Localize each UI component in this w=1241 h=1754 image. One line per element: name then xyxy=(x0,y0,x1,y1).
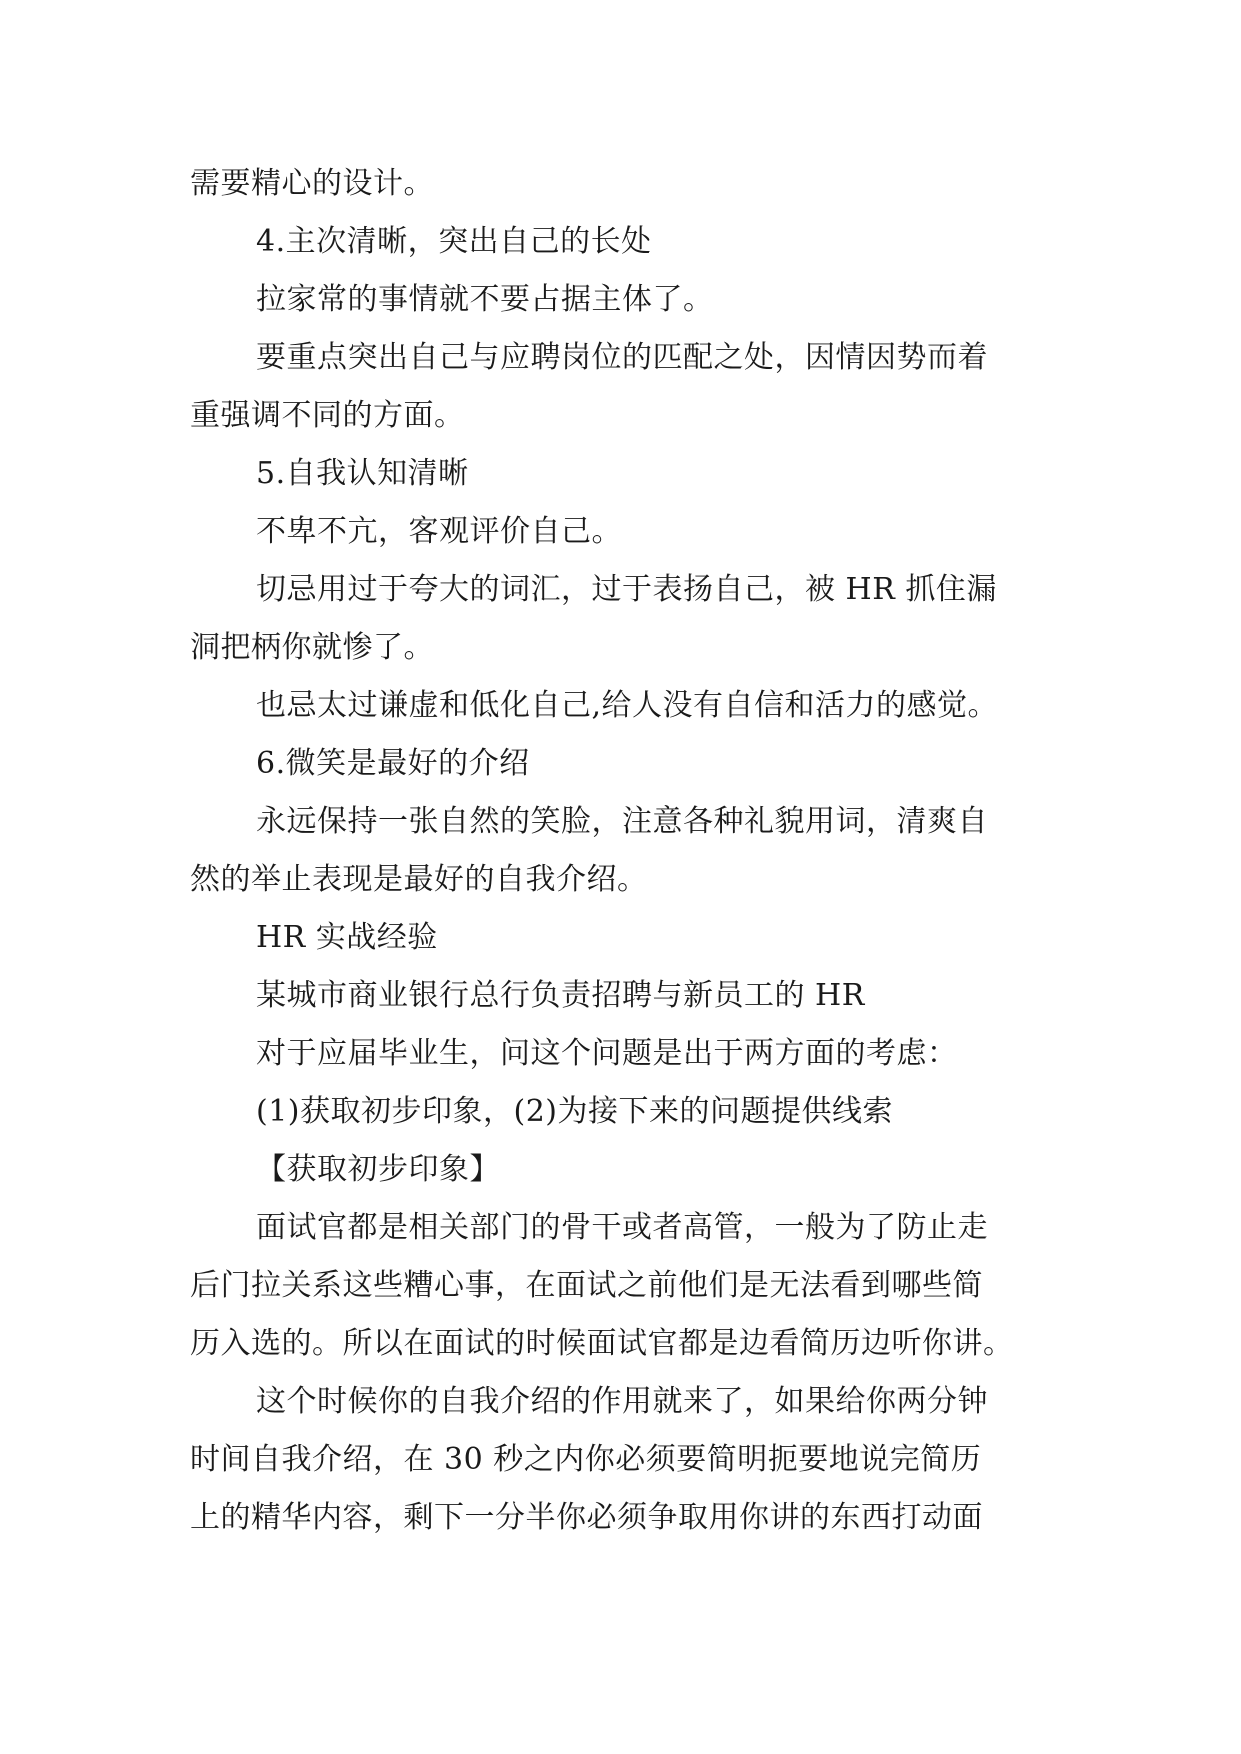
text-line-16: 对于应届毕业生，问这个问题是出于两方面的考虑： xyxy=(256,1036,958,1071)
text-line-19: 面试官都是相关部门的骨干或者高管，一般为了防止走 xyxy=(256,1210,988,1245)
text-line-22: 这个时候你的自我介绍的作用就来了，如果给你两分钟 xyxy=(256,1384,988,1419)
text-line-4: 要重点突出自己与应聘岗位的匹配之处，因情因势而着 xyxy=(256,340,988,375)
text-line-10: 也忌太过谦虚和低化自己,给人没有自信和活力的感觉。 xyxy=(256,688,999,723)
text-line-18: 【获取初步印象】 xyxy=(256,1152,500,1187)
text-line-2: 4.主次清晰，突出自己的长处 xyxy=(256,224,652,259)
text-line-15: 某城市商业银行总行负责招聘与新员工的 HR xyxy=(256,978,865,1013)
text-line-23: 时间自我介绍，在 30 秒之内你必须要简明扼要地说完简历 xyxy=(190,1442,982,1477)
text-line-7: 不卑不亢，客观评价自己。 xyxy=(256,514,622,549)
text-line-12: 永远保持一张自然的笑脸，注意各种礼貌用词，清爽自 xyxy=(256,804,988,839)
text-line-6: 5.自我认知清晰 xyxy=(256,456,469,491)
text-line-17: (1)获取初步印象，(2)为接下来的问题提供线索 xyxy=(256,1094,893,1129)
text-line-9: 洞把柄你就惨了。 xyxy=(190,630,434,665)
text-line-8: 切忌用过于夸大的词汇，过于表扬自己，被 HR 抓住漏 xyxy=(256,572,997,607)
text-line-11: 6.微笑是最好的介绍 xyxy=(256,746,530,781)
document-page xyxy=(190,155,1065,1547)
text-line-21: 历入选的。所以在面试的时候面试官都是边看简历边听你讲。 xyxy=(190,1326,1014,1361)
text-line-24: 上的精华内容，剩下一分半你必须争取用你讲的东西打动面 xyxy=(190,1500,983,1535)
text-line-20: 后门拉关系这些糟心事，在面试之前他们是无法看到哪些简 xyxy=(190,1268,983,1303)
text-line-5: 重强调不同的方面。 xyxy=(190,398,465,433)
text-line-1: 需要精心的设计。 xyxy=(190,166,434,201)
text-line-3: 拉家常的事情就不要占据主体了。 xyxy=(256,282,714,317)
text-line-14: HR 实战经验 xyxy=(256,920,438,955)
text-line-13: 然的举止表现是最好的自我介绍。 xyxy=(190,862,648,897)
